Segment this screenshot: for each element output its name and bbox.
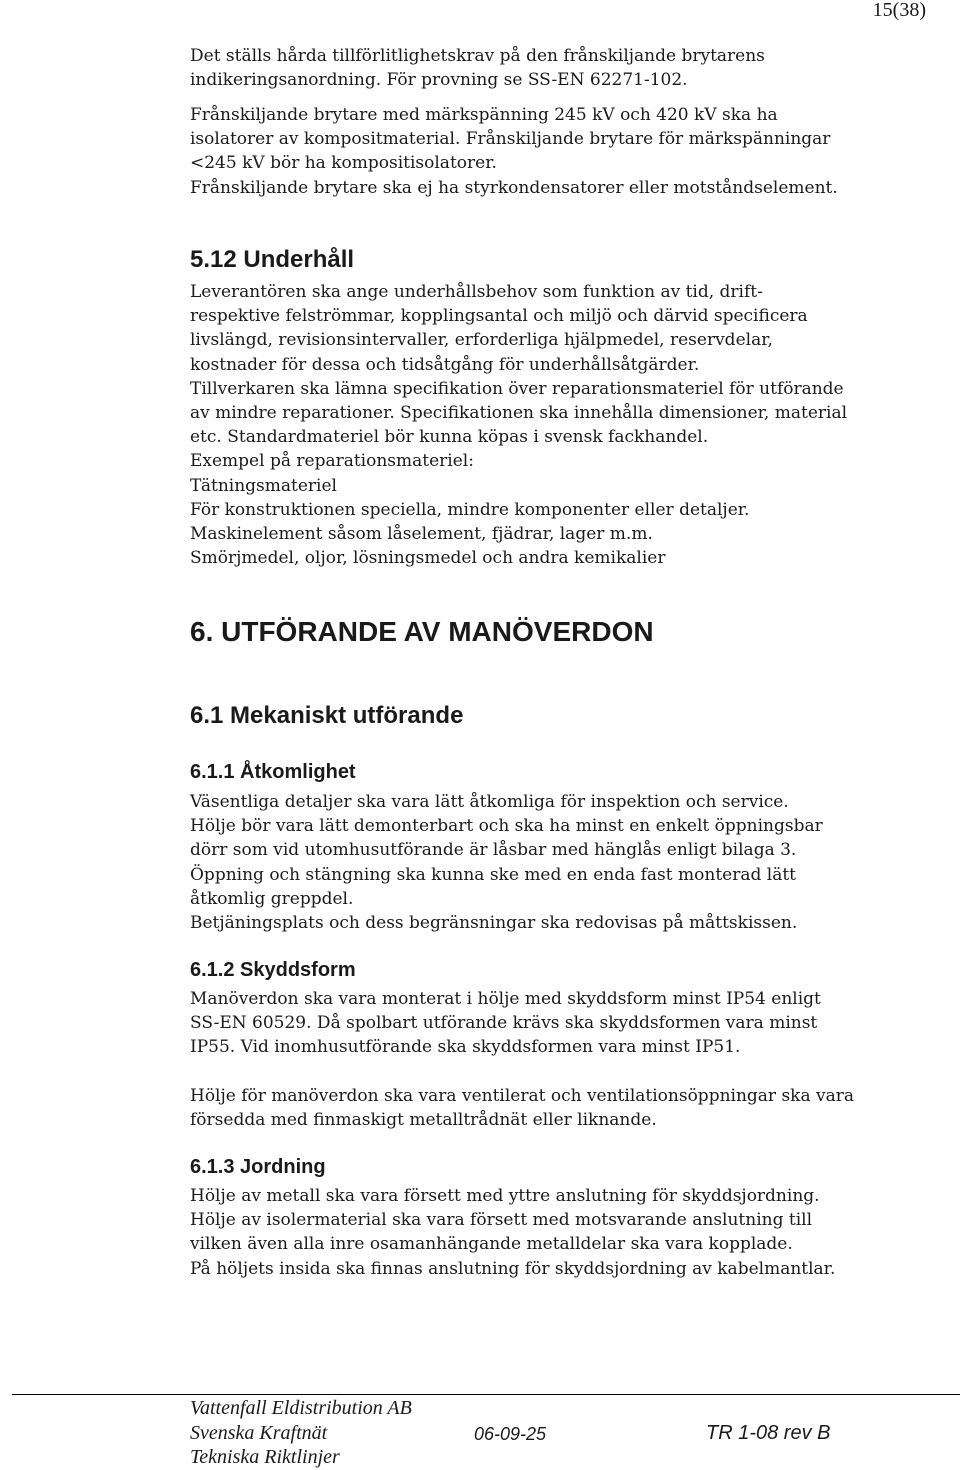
paragraph-intro-2 [190,103,838,200]
text-line: isolatorer av kompositmaterial. Frånskiljande brytare för märkspänningar [190,129,831,150]
text-line: åtkomlig greppdel. [190,888,354,909]
text-line: respektive felströmmar, kopplingsantal och miljö och därvid specificera [190,306,808,327]
text-line: Hölje av metall ska vara försett med yttre anslutning för skyddsjordning. [190,1186,820,1206]
text-line: IP55. Vid inomhusutförande ska skyddsformen vara minst IP51. [190,1037,741,1058]
paragraph-underhall [190,280,847,570]
text-line: vilken även alla inre osamanhängande metalldelar ska vara kopplade. [190,1234,793,1255]
paragraph-skyddsform-2 [190,1084,854,1132]
text-line: etc. Standardmateriel bör kunna köpas i svensk fackhandel. [190,427,709,448]
footer-company-1: Vattenfall Eldistribution AB [190,1397,412,1419]
section-heading-6-1-2: 6.1.2 Skyddsform [190,959,356,981]
text-line: För konstruktionen speciella, mindre komponenter eller detaljer. [190,499,750,520]
section-heading-6: 6. UTFÖRANDE AV MANÖVERDON [190,616,654,647]
footer-date: 06-09-25 [474,1424,547,1444]
text-line: Frånskiljande brytare med märkspänning 245 kV och 420 kV ska ha [190,105,778,125]
text-line: Hölje av isolermaterial ska vara försett med motsvarande anslutning till [190,1210,813,1231]
text-line: Öppning och stängning ska kunna ske med en enda fast monterad lätt [190,864,796,885]
section-heading-6-1: 6.1 Mekaniskt utförande [190,702,464,729]
text-line: Det ställs hårda tillförlitlighetskrav på den frånskiljande brytarens [190,46,765,66]
section-heading-5-12: 5.12 Underhåll [190,246,355,273]
text-line: indikeringsanordning. För provning se SS-EN 62271-102. [190,70,688,91]
section-heading-6-1-1: 6.1.1 Åtkomlighet [190,761,356,783]
text-line: av mindre reparationer. Specifikationen ska innehålla dimensioner, material [190,403,848,424]
section-heading-6-1-3: 6.1.3 Jordning [190,1156,326,1178]
text-line: Maskinelement såsom låselement, fjädrar, lager m.m. [190,524,653,545]
text-line: försedda med finmaskigt metalltrådnät eller liknande. [190,1110,657,1131]
footer-company-3: Tekniska Riktlinjer [190,1446,340,1468]
text-line: Betjäningsplats och dess begränsningar ska redovisas på måttskissen. [190,913,798,934]
text-line: SS-EN 60529. Då spolbart utförande krävs ska skyddsformen vara minst [190,1013,818,1034]
footer-document-id: TR 1-08 rev B [706,1422,831,1444]
paragraph-atkomlighet [190,790,823,935]
text-line: På höljets insida ska finnas anslutning för skyddsjordning av kabelmantlar. [190,1258,836,1279]
text-line: Smörjmedel, oljor, lösningsmedel och andra kemikalier [190,548,666,569]
text-line: Manöverdon ska vara monterat i hölje med skyddsform minst IP54 enligt [190,989,821,1009]
page-number: 15(38) [872,0,926,21]
text-line: <245 kV bör ha kompositisolatorer. [190,153,497,174]
footer-company-2: Svenska Kraftnät [190,1422,328,1444]
text-line: kostnader för dessa och tidsåtgång för underhållsåtgärder. [190,354,700,375]
text-line: Exempel på reparationsmateriel: [190,451,474,472]
text-line: Frånskiljande brytare ska ej ha styrkondensatorer eller motståndselement. [190,177,838,198]
text-line: Tätningsmateriel [190,475,337,496]
text-line: Väsentliga detaljer ska vara lätt åtkomliga för inspektion och service. [190,792,789,812]
text-line: Leverantören ska ange underhållsbehov som funktion av tid, drift- [190,282,763,302]
paragraph-intro-1 [190,44,765,92]
text-line: livslängd, revisionsintervaller, erforderliga hjälpmedel, reservdelar, [190,330,773,351]
text-line: dörr som vid utomhusutförande är låsbar med hänglås enligt bilaga 3. [190,840,797,861]
paragraph-skyddsform-1 [190,987,821,1060]
text-line: Hölje för manöverdon ska vara ventilerat och ventilationsöppningar ska vara [190,1086,855,1106]
text-line: Tillverkaren ska lämna specifikation över reparationsmateriel för utförande [190,378,844,399]
paragraph-jordning [190,1184,835,1281]
text-line: Hölje bör vara lätt demonterbart och ska ha minst en enkelt öppningsbar [190,816,823,837]
footer-divider [12,1394,960,1395]
